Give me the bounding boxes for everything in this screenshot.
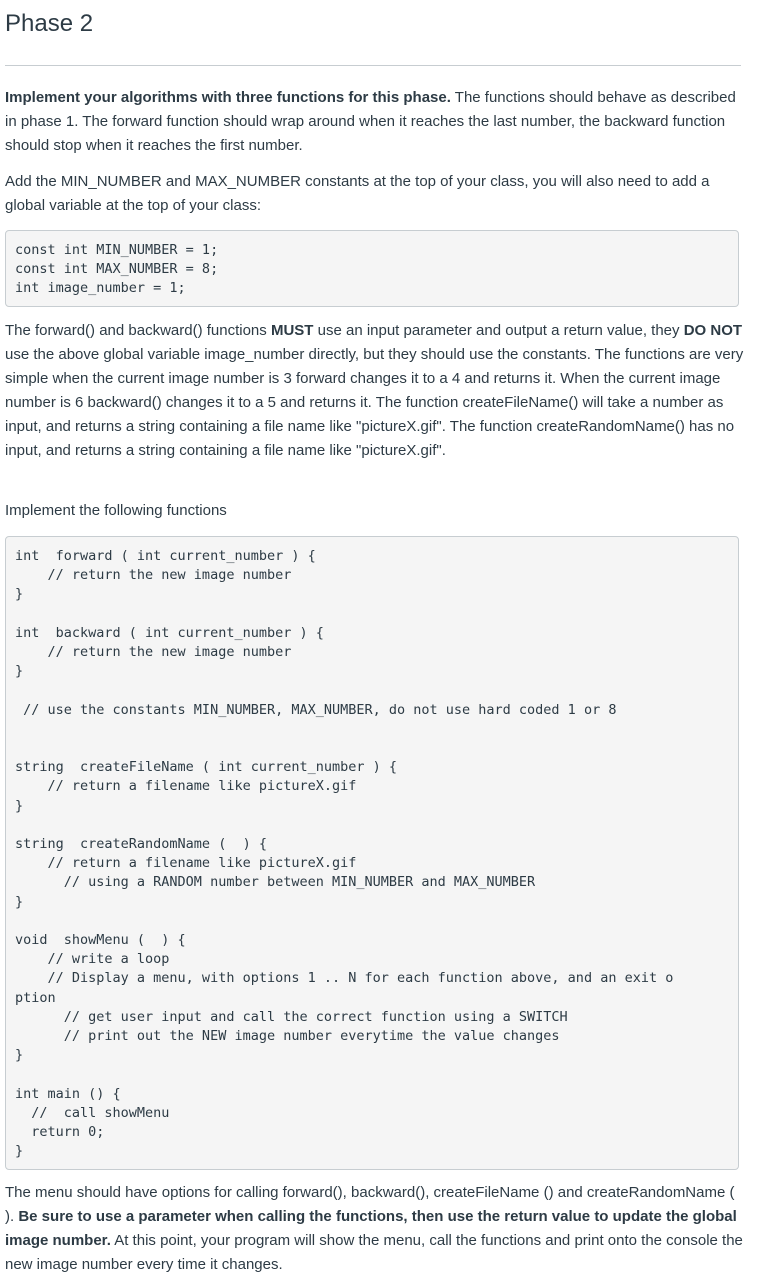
code-line: const int MAX_NUMBER = 8;: [15, 261, 219, 277]
code-line: // print out the NEW image number everytime the value changes: [15, 1028, 560, 1044]
code-line: ption: [15, 989, 56, 1006]
code-block-constants: [5, 230, 739, 307]
divider: [5, 65, 741, 66]
code-line: }: [15, 663, 24, 680]
closing-bold: Be sure to use a parameter when calling the functions, then use the return value to update the global image number.: [5, 1208, 737, 1249]
code-line: string createFileName ( int current_number ) {: [15, 759, 398, 776]
constants-note: Add the MIN_NUMBER and MAX_NUMBER constants at the top of your class, you will also need to add a global variable at the top of your class:: [5, 173, 710, 214]
code-line: // call showMenu: [15, 1104, 170, 1121]
code-line: // return a filename like pictureX.gif: [15, 855, 357, 872]
code-line: int backward ( int current_number ) {: [15, 624, 324, 641]
code-block-functions: [5, 536, 739, 1170]
code-line: string createRandomName ( ) {: [15, 836, 267, 852]
code-line: // Display a menu, with options 1 .. N for each function above, and an exit o: [15, 970, 674, 987]
closing-text: At this point, your program will show the menu, call the functions and print onto the console the new image number every time it changes.: [5, 1232, 743, 1273]
intro-paragraph: [5, 86, 745, 158]
code-line: // use the constants MIN_NUMBER, MAX_NUMBER, do not use hard coded 1 or 8: [15, 701, 617, 718]
description-paragraph: [5, 319, 745, 463]
implement-label: Implement the following functions: [5, 502, 227, 519]
code-line: // get user input and call the correct function using a SWITCH: [15, 1008, 568, 1025]
code-line: }: [15, 1047, 24, 1064]
code-line: void showMenu ( ) {: [15, 932, 186, 948]
intro-text: The functions should behave as described in phase 1. The forward function should wrap around when it reaches the last number, the backward function should stop when it reaches the first number.: [5, 89, 736, 154]
description-text: The forward() and backward() functions: [5, 322, 271, 339]
code-line: return 0;: [15, 1124, 105, 1140]
closing-text: The menu should have options for calling forward(), backward(), createFileName () and createRandomName ( ).: [5, 1184, 735, 1225]
code-line: int image_number = 1;: [15, 280, 186, 296]
code-line: }: [15, 586, 24, 603]
code-line: // return the new image number: [15, 567, 292, 584]
closing-paragraph: [5, 1181, 745, 1277]
code-line: int main () {: [15, 1085, 121, 1102]
code-line: }: [15, 893, 24, 910]
description-bold: DO NOT: [683, 322, 743, 339]
code-line: int forward ( int current_number ) {: [15, 548, 316, 564]
page-title: Phase 2: [5, 10, 94, 37]
code-line: }: [15, 1143, 24, 1160]
code-line: // return the new image number: [15, 644, 292, 660]
code-line: }: [15, 797, 24, 814]
description-text: use an input parameter and output a return value, they: [313, 322, 684, 339]
intro-bold: Implement your algorithms with three functions for this phase.: [5, 89, 451, 106]
code-line: // write a loop: [15, 951, 170, 968]
code-line: // using a RANDOM number between MIN_NUMBER and MAX_NUMBER: [15, 874, 536, 891]
description-bold: MUST: [270, 322, 314, 339]
description-text: use the above global variable image_number directly, but they should use the constants. The functions are very simple when the current image number is 3 forward changes it to a 4 and returns it. When the current image number is 6 backward() changes it to a 5 and returns it. The function createFileName() will take a number as input, and returns a string containing a file name like "pictureX.gif". The function createRandomName() has no input, and returns a string containing a file name like "pictureX.gif".: [5, 346, 744, 459]
code-line: const int MIN_NUMBER = 1;: [15, 242, 219, 258]
code-line: // return a filename like pictureX.gif: [15, 778, 357, 795]
